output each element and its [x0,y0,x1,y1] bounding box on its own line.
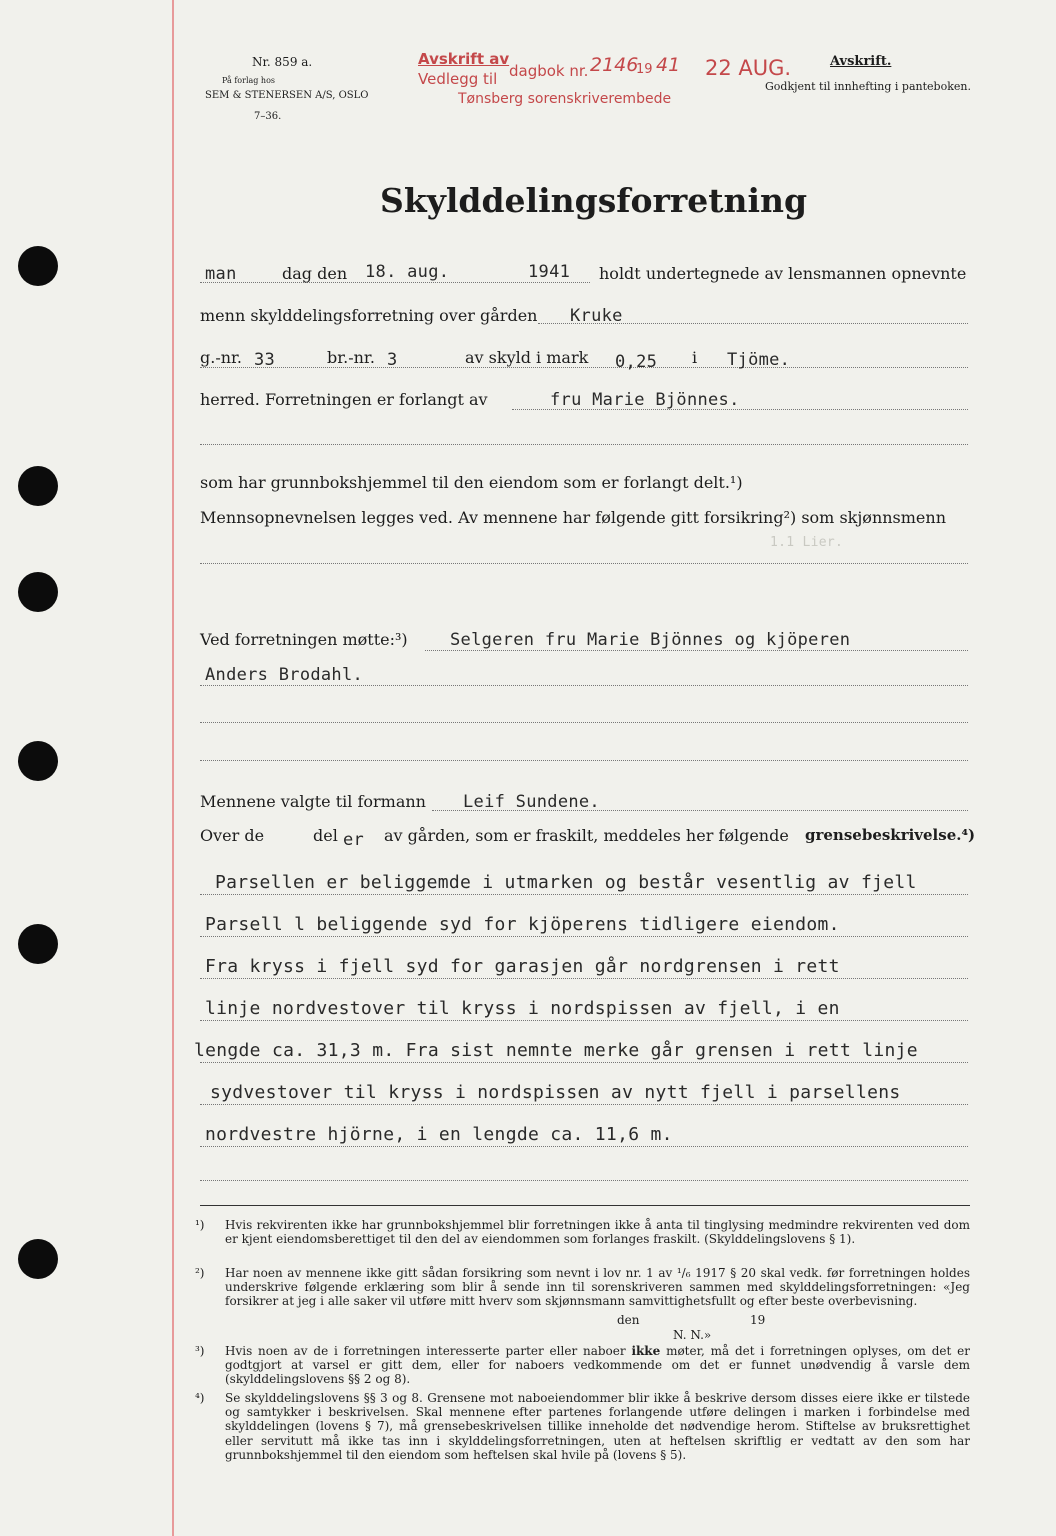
fill-line [200,1146,968,1147]
footnote-rule [200,1205,970,1206]
footnote-bold-word: ikke [631,1344,661,1358]
description-line: sydvestover til kryss i nordspissen av nytt fjell i parsellens [210,1082,901,1103]
label-brnr: br.-nr. [327,348,375,367]
binder-hole [18,572,58,612]
label-skyld: av skyld i mark [465,348,589,367]
description-line: nordvestre hjörne, i en lengde ca. 11,6 m. [205,1124,673,1145]
fill-line [200,444,968,445]
binder-hole [18,466,58,506]
binder-hole [18,741,58,781]
attendees-value-2: Anders Brodahl. [205,665,364,685]
fill-line [200,1062,968,1063]
stamp-line-1: Avskrift av [418,50,510,68]
label-line4: herred. Forretningen er forlangt av [200,390,488,409]
avskrift-note: Godkjent til innhefting i panteboken. [765,80,971,93]
fill-line [200,1020,968,1021]
label-dag-den: dag den [282,264,348,283]
footnote-den: den [617,1313,640,1327]
stamp-dagbok: dagbok nr. [509,62,589,80]
requester-value: fru Marie Bjönnes. [550,390,740,410]
label-line6: som har grunnbokshjemmel til den eiendom som er forlangt delt.¹) [200,473,743,492]
label-attendees: Ved forretningen møtte:³) [200,630,408,649]
binder-hole [18,924,58,964]
stamp-date: 22 AUG. [705,56,792,80]
avskrift-title: Avskrift. [830,54,892,69]
binder-hole [18,1239,58,1279]
document-title: Skylddelingsforretning [380,181,808,220]
stamp-line-2: Vedlegg til [418,70,498,88]
footnote-marker: ³) [195,1344,205,1358]
description-line: lengde ca. 31,3 m. Fra sist nemnte merke går grensen i rett linje [194,1040,918,1061]
attendees-value: Selgeren fru Marie Bjönnes og kjöperen [450,630,851,650]
gnr-value: 33 [254,350,276,370]
stamp-year: 41 [656,54,681,76]
stamp-number: 2146 [590,54,639,76]
description-line: Parsell l beliggende syd for kjöperens tidligere eiendom. [205,914,840,935]
footnote-marker: ²) [195,1266,205,1280]
fill-line [200,367,968,368]
margin-line [172,0,174,1536]
label-grensebeskrivelse: grensebeskrivelse.⁴) [805,826,976,844]
label-i: i [692,348,698,367]
binder-hole [18,246,58,286]
footnote-nn: N. N.» [673,1328,712,1342]
stamp-office: Tønsberg sorenskriverembede [458,91,672,107]
publisher-line: På forlag hos [222,76,276,85]
footnote-19: 19 [750,1313,766,1327]
footnote-text [200,1344,970,1387]
label-chairman: Mennene valgte til formann [200,792,426,811]
del-er-value: er [343,830,365,850]
brnr-value: 3 [387,350,398,370]
description-line: Parsellen er beliggemde i utmarken og består vesentlig av fjell [215,872,917,893]
description-line: linje nordvestover til kryss i nordspissen av fjell, i en [205,998,840,1019]
fill-line [200,760,968,761]
year-value: 1941 [528,262,571,282]
fill-line [200,282,590,283]
label-line2: menn skylddelingsforretning over gården [200,306,538,325]
fill-line [200,894,968,895]
fill-line [200,936,968,937]
label-over-de: Over de [200,826,265,845]
footnote-text: Har noen av mennene ikke gitt sådan forsikring som nevnt i lov nr. 1 av ¹/₆ 1917 § 20 skal vedk. før forretningen holdes underskrive følgende erklæring som blir å sende inn til sorenskriveren sammen med skylddelingsforretningen: «Jeg forsikrer at jeg i alle saker vil utføre mitt hverv som skjønnsmann samvittighetsfullt og efter beste overbevisning. [225,1266,970,1309]
footnote-2 [195,1266,970,1309]
chairman-value: Leif Sundene. [463,792,600,812]
fill-line [200,1104,968,1105]
fill-line [200,1180,968,1181]
day-value: man [205,264,237,284]
publisher-line: SEM & STENERSEN A/S, OSLO [205,90,369,101]
label-line1-rest: holdt undertegnede av lensmannen opnevnte [599,264,967,283]
fill-line [200,685,968,686]
fill-line [200,563,968,564]
publisher-line: 7–36. [254,111,282,122]
fill-line [200,978,968,979]
fill-line [200,722,968,723]
label-del: del [313,826,338,845]
skyld-value: 0,25 [615,352,658,372]
footnote-marker: ¹) [195,1218,205,1232]
footnote-1 [195,1218,970,1247]
footnote-text: Hvis rekvirenten ikke har grunnbokshjemmel blir forretningen ikke å anta til tinglysing medmindre rekvirenten ved dom er kjent eiendomsberettiget til den del av eiendommen som forlanges fraskilt. (Skylddelingslovens § 1). [225,1218,970,1247]
stamp-19: 19 [636,62,653,77]
footnote-text: Se skylddelingslovens §§ 3 og 8. Grensene mot naboeiendommer blir ikke å beskrive dersom disses eiere ikke er tilstede og samtykker i beskrivelsen. Skal mennene efter partenes forlangende utføre delingen i marken i forbindelse med skylddelingen (lovens § 7), må grensebeskrivelsen tillike inneholde det nødvendige herom. Stiftelse av bruksrettighet eller servitutt må ikke tas inn i skylddelingsforretningen, uten at heftelsen skriftlig er vedtatt av den som har grunnbokshjemmel til den eiendom som heftelsen skal hvile på (lovens § 5). [225,1391,970,1462]
footnote-4 [195,1391,970,1462]
faint-show-through: 1.1 Lier. [770,535,844,550]
place-value: Tjöme. [727,350,791,370]
description-line: Fra kryss i fjell syd for garasjen går nordgrensen i rett [205,956,840,977]
fill-line [425,650,968,651]
footnote-marker: ⁴) [195,1391,205,1405]
label-gnr: g.-nr. [200,348,243,367]
label-line14-rest: av gården, som er fraskilt, meddeles her følgende [384,826,789,845]
label-line7: Mennsopnevnelsen legges ved. Av mennene har følgende gitt forsikring²) som skjønnsmenn [200,508,947,527]
farm-value: Kruke [570,306,623,326]
footnote-3 [195,1344,970,1387]
date-value: 18. aug. [365,262,450,282]
footnote-text-part: Hvis noen av de i forretningen interesserte parter eller naboer [225,1344,626,1358]
form-number: Nr. 859 a. [252,55,313,69]
footnote-text-part: møter, må det i forretningen oplyses, om det er godtgjort at varsel er gitt dem, eller for naboers vedkommende om det er funnet unødvendig å varsle dem (skylddelingslovens §§ 2 og 8). [225,1344,970,1387]
